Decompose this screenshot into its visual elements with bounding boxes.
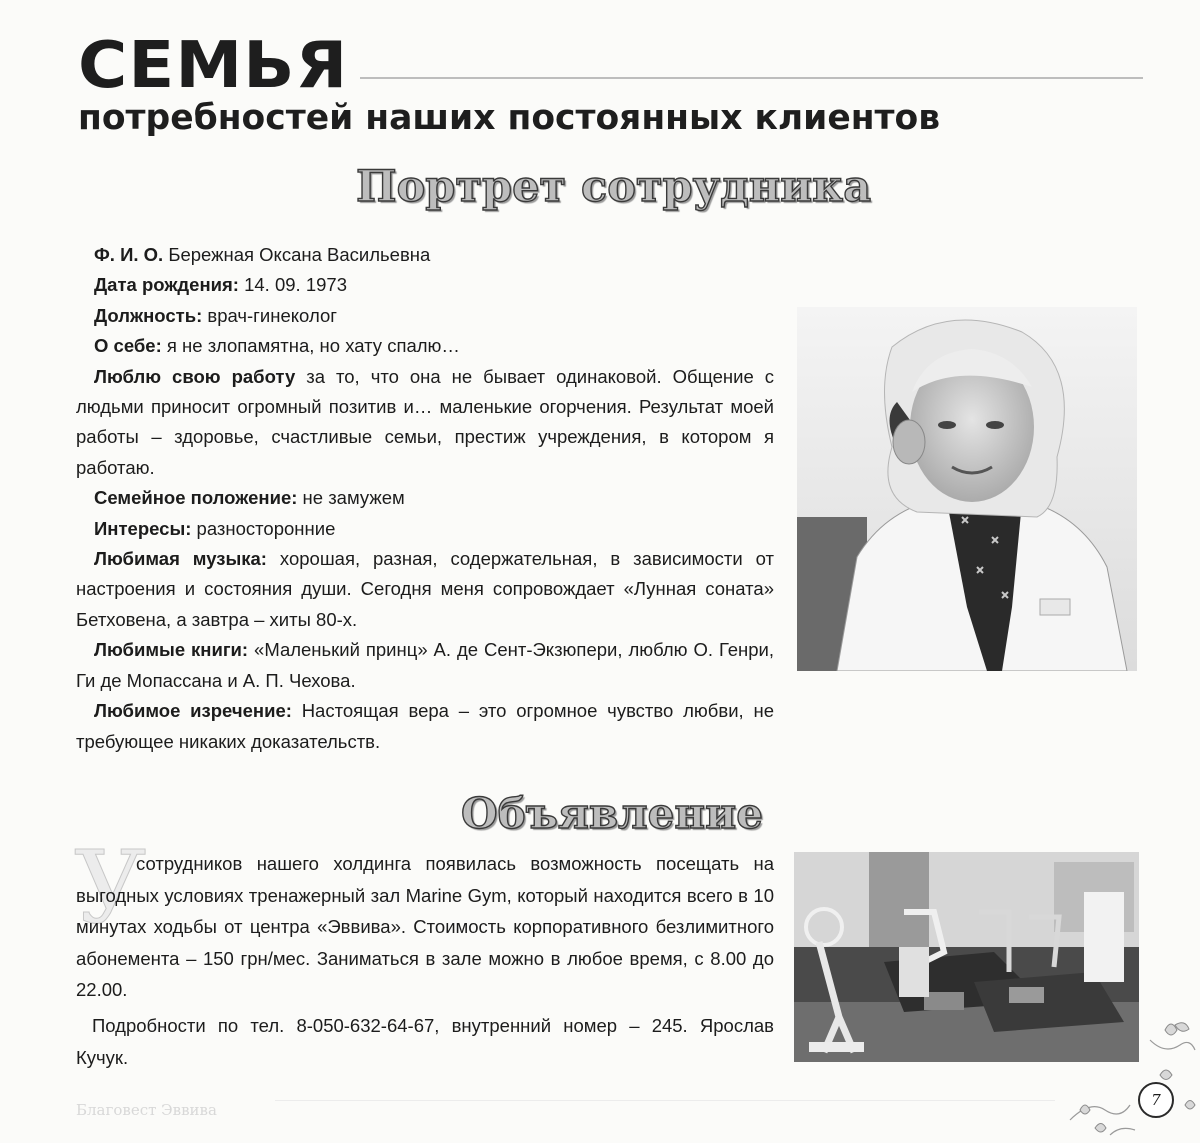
field-value: 14. 09. 1973: [238, 274, 347, 296]
employee-photo: [797, 307, 1137, 671]
field-value: «Маленький принц» А. де Сент-Экзюпери, люблю О. Генри, Ги де Мопассана и А. П. Чехова.: [76, 639, 774, 691]
page-subtitle: потребностей наших постоянных клиентов: [78, 98, 941, 138]
field-value: я не злопамятна, но хату спалю…: [161, 335, 460, 357]
announcement-heading: Объявление: [461, 789, 763, 838]
page-number: 7: [1138, 1082, 1174, 1118]
field-label: Любимые книги:: [94, 639, 249, 661]
announcement-paragraph: сотрудников нашего холдинга появилась возможность посещать на выгодных условиях тренажерный зал Marine Gym, который находится всего в 10 минутах ходьбы от центра «Эввива». Стоимость корпоративного безлимитного абонемента – 150 грн/мес. Заниматься в зале можно в любое время, с 8.00 до 22.00.: [76, 853, 774, 1001]
title-divider: [360, 77, 1143, 79]
field-value: Настоящая вера – это огромное чувство любви, не требующее никаких доказательств.: [76, 700, 774, 752]
portrait-heading: Портрет сотрудника: [356, 162, 872, 212]
announcement-contacts: Подробности по тел. 8-050-632-64-67, внутренний номер – 245. Ярослав Кучук.: [76, 1014, 774, 1068]
profile-field: [76, 544, 774, 635]
field-value: хорошая, разная, содержательная, в зависимости от настроения и состояния души. Сегодня меня сопровождает «Лунная соната» Бетховена, а завтра – хиты 80-х.: [76, 548, 774, 630]
field-label: Любимая музыка:: [94, 548, 267, 570]
field-value: за то, что она не бывает одинаковой. Общение с людьми приносит огромный позитив и… маленькие огорчения. Результат моей работы – здоровье, счастливые семьи, престиж учреждения, в котором я работаю.: [76, 365, 774, 478]
publication-name: Благовест Эввива: [76, 1101, 217, 1119]
profile-field: [76, 301, 774, 331]
drop-cap: У: [74, 829, 147, 946]
field-value: врач-гинеколог: [202, 304, 337, 326]
footer-divider: [275, 1100, 1055, 1101]
field-label: Ф. И. О.: [94, 244, 164, 265]
field-label: Интересы:: [94, 517, 192, 539]
profile-field: [76, 635, 774, 696]
announcement-text: [76, 848, 774, 1073]
field-value: не замужем: [297, 487, 405, 509]
profile-field: [76, 514, 774, 544]
field-label: Семейное положение:: [94, 487, 298, 509]
profile-text: [76, 240, 774, 757]
profile-field: [76, 483, 774, 513]
field-label: Любимое изречение:: [94, 700, 292, 722]
field-value: Бережная Оксана Васильевна: [163, 244, 431, 265]
floral-ornament-icon: [1050, 1010, 1200, 1143]
field-label: Дата рождения:: [94, 274, 239, 296]
profile-field: [76, 270, 774, 300]
field-label: Люблю свою работу: [94, 365, 296, 387]
field-value: разносторонние: [191, 517, 336, 539]
profile-field: [76, 362, 774, 484]
field-label: О себе:: [94, 335, 162, 357]
profile-field: [76, 331, 774, 361]
profile-field: [76, 696, 774, 757]
field-label: Должность:: [94, 304, 203, 326]
page-title: СЕМЬЯ: [78, 29, 349, 103]
profile-field: [76, 240, 774, 270]
